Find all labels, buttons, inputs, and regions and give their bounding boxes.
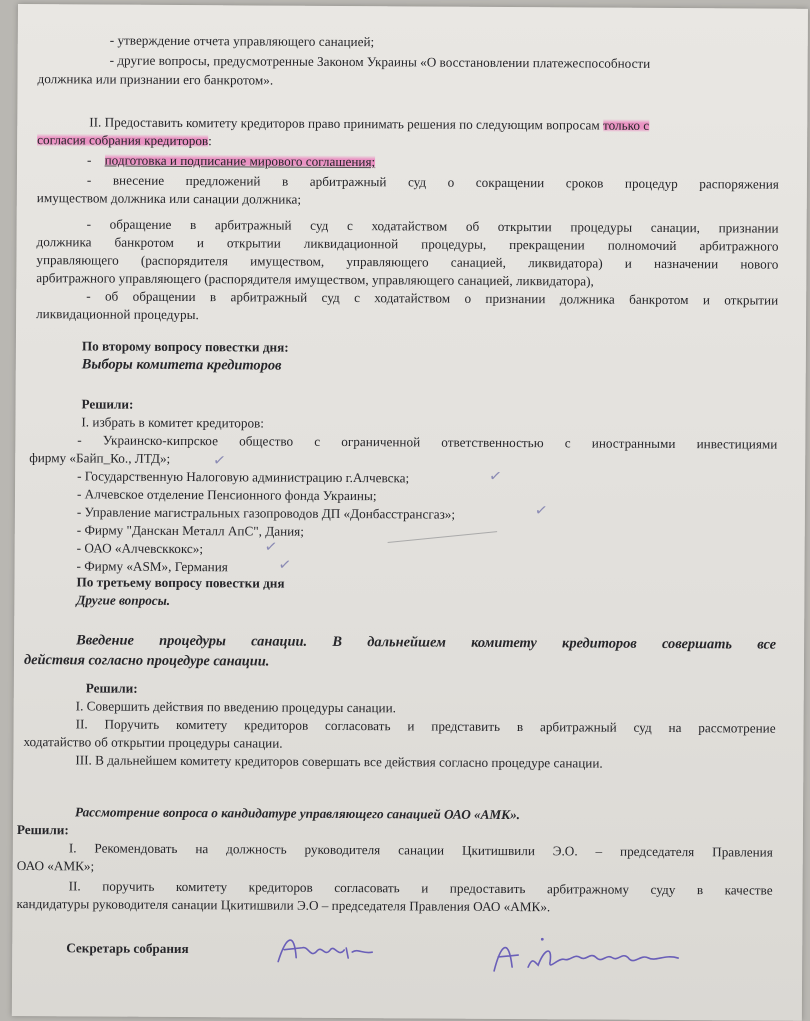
list-item: кандидатуры руководителя санации Цкитишвили Э.О – председателя Правления ОАО «АМК». (16, 896, 551, 915)
secretary-label: Секретарь собрания (66, 940, 189, 957)
highlighted-text: только с (602, 117, 650, 133)
member-item: - ОАО «Алчевсккокс»; (76, 540, 204, 557)
list-item: I. Рекомендовать на должность руководителя санации Цкитишвили Э.О. – председателя Правления (68, 840, 773, 860)
check-mark-icon: ✓ (533, 500, 549, 521)
list-item: III. В дальнейшем комитету кредиторов совершать все действия согласно процедуре санации. (75, 752, 603, 771)
check-mark-icon: ✓ (487, 466, 503, 486)
list-item: имуществом должника или санации должника; (36, 190, 302, 207)
list-item: - утверждение отчета управляющего санацией; (109, 32, 375, 50)
list-item: должника банкротом и открытии ликвидационной процедуры, прекращении полномочий арбитражного (36, 234, 779, 254)
signature-2 (488, 927, 688, 980)
list-item: II. поручить комитету кредиторов согласовать и предоставить арбитражному суду в качестве (68, 878, 773, 898)
list-item: ликвидационной процедуры. (36, 306, 199, 323)
check-mark-icon: ✓ (263, 536, 279, 557)
agenda-heading: По третьему вопросу повестки дня (76, 574, 285, 591)
agenda-intro: действия согласно процедуре санации. (23, 652, 270, 670)
member-item: - Фирму «ASM», Германия (76, 558, 228, 575)
highlighted-text: согласия собрания кредиторов (37, 132, 209, 149)
agenda-subheading: Выборы комитета кредиторов (81, 356, 282, 374)
list-item: ходатайство об открытии процедуры санации. (23, 734, 283, 751)
section-2-line: согласия собрания кредиторов: (37, 132, 212, 149)
resolved-label: Решили: (85, 680, 138, 696)
list-item: II. Поручить комитету кредиторов согласовать и представить в арбитражный суд на рассмотрение (75, 716, 776, 736)
list-item: управляющего (распорядителя имуществом, управляющего санацией, ликвидатора) и назначении нового (36, 252, 779, 272)
pencil-scribble (386, 519, 497, 543)
member-item: - Украинско-кипрское общество с ограниченной ответственностью с иностранными инвестициями (77, 432, 778, 452)
list-item: - внесение предложений в арбитражный суд о сокращении сроков процедур распоряжения (86, 172, 779, 192)
list-item: - подготовка и подписание мирового соглашения; (87, 152, 376, 170)
resolved-label: Решили: (81, 396, 134, 412)
agenda-heading: По второму вопросу повестки дня: (81, 338, 289, 355)
list-item: арбитражного управляющего (распорядителя имуществом, управляющего санацией, ликвидатора), (36, 270, 594, 289)
agenda-intro: Введение процедуры санации. В дальнейшем комитету кредиторов совершать все (76, 632, 777, 653)
list-item: I. Совершить действия по введению процедуры санации. (75, 698, 397, 716)
list-item: ОАО «АМК»; (16, 858, 95, 874)
list-item: - об обращении в арбитражный суд с ходатайством о признании должника банкротом и открытии (86, 288, 779, 308)
resolved-label: Решили: (16, 822, 69, 838)
member-item: - Управление магистральных газопроводов ДП «Донбасстрансгаз»; (76, 504, 456, 522)
member-item: - Фирму "Данскан Металл АпС", Дания; (76, 522, 304, 539)
check-mark-icon: ✓ (277, 554, 293, 575)
section-2-line: II. Предоставить комитету кредиторов право принимать решения по следующим вопросам только с (89, 114, 650, 133)
list-item: - обращение в арбитражный суд с ходатайством об открытии процедуры санации, признании (86, 216, 779, 236)
member-item: - Государственную Налоговую администрацию г.Алчевска; (77, 468, 410, 486)
list-item: должника или признании его банкротом». (37, 71, 274, 88)
check-mark-icon: ✓ (211, 450, 228, 471)
member-item: фирму «Байп_Ко., ЛТД»; (29, 450, 171, 466)
list-item: I. избрать в комитет кредиторов: (81, 414, 265, 431)
highlighted-text: подготовка и подписание мирового соглашения; (104, 152, 376, 170)
signature-1 (272, 928, 382, 973)
agenda-heading: Рассмотрение вопроса о кандидатуре управляющего санацией ОАО «АМК». (75, 804, 521, 823)
member-item: - Алчевское отделение Пенсионного фонда Украины; (76, 486, 377, 504)
document-page (12, 4, 808, 1021)
agenda-subheading: Другие вопросы. (76, 592, 171, 608)
list-item: - другие вопросы, предусмотренные Законом Украины «О восстановлении платежеспособности (109, 52, 651, 71)
